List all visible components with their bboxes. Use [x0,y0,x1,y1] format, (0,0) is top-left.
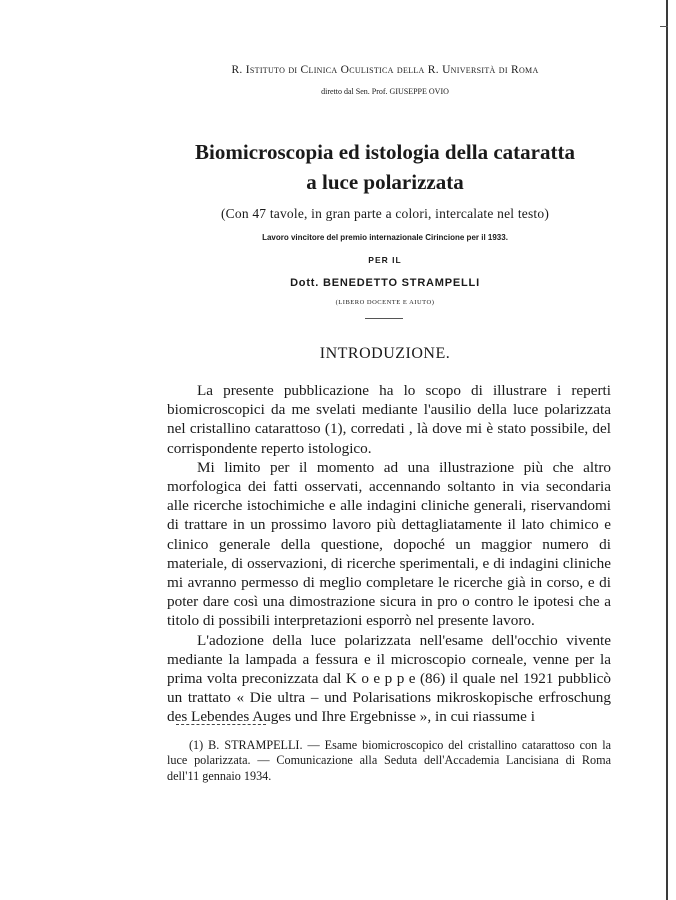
body-paragraph-2: Mi limito per il momento ad una illustrazione più che altro morfologica dei fatti osservati, accennando soltanto in via secondaria alle ricerche istochimiche e alle indagini cliniche generali, riservandomi di trattare in un prossimo lavoro più dettagliatamente il lato chimico e clinico generale della questione, dopoché un maggior numero di materiale, di osservazioni, di ricerche sperimentali, e di indagini cliniche mi avranno permesso di meglio completare le ricerche già in corso, e di poter dare così una dimostrazione sicura in pro o contro le ipotesi che a titolo di possibili interpretazioni esporrò nel presente lavoro. [167,458,611,630]
footnote-separator [176,724,266,726]
per-il-label: PER IL [368,255,402,265]
body-text [167,381,611,727]
subtitle: (Con 47 tavole, in gran parte a colori, intercalate nel testo) [220,206,550,221]
body-paragraph-3: L'adozione della luce polarizzata nell'esame dell'occhio vivente mediante la lampada a fessura e il microscopio corneale, venne per la prima volta preconizzata dal K o e p p e (86) il quale nel 1921 pubblicò un trattato « Die ultra – und Polarisations mikroskopische erfroschung des Lebendes Auges und Ihre Ergebnisse », in cui riassume i [167,631,611,726]
page-edge-line [666,0,668,900]
title-line-1: Biomicroscopia ed istologia della cataratta [195,140,575,164]
body-paragraph-1: La presente pubblicazione ha lo scopo di illustrare i reperti biomicroscopici da me svelati mediante l'ausilio della luce polarizzata nel cristallino catarattoso (1), corredati , là dove mi è stato possibile, del corrispondente reperto istologico. [167,382,611,457]
section-heading: INTRODUZIONE. [319,345,451,362]
author-title: (LIBERO DOCENTE E AIUTO) [335,299,435,306]
page-edge-tick [660,26,668,27]
title-divider [365,318,403,319]
author-name: Dott. BENEDETTO STRAMPELLI [290,277,480,289]
footnote-text: (1) B. STRAMPELLI. — Esame biomicroscopico del cristallino catarattoso con la luce polarizzata. — Comunicazione alla Seduta dell'Accademia Lancisiana di Roma dell'11 gennaio 1934. [167,738,611,783]
institute-header: R. Istituto di Clinica Oculistica della R. Università di Roma [231,64,539,76]
title-line-2: a luce polarizzata [306,170,464,194]
footnote [167,738,611,784]
director-line: diretto dal Sen. Prof. GIUSEPPE OVIO [321,87,449,96]
prize-note: Lavoro vincitore del premio internazionale Cirincione per il 1933. [262,233,508,242]
